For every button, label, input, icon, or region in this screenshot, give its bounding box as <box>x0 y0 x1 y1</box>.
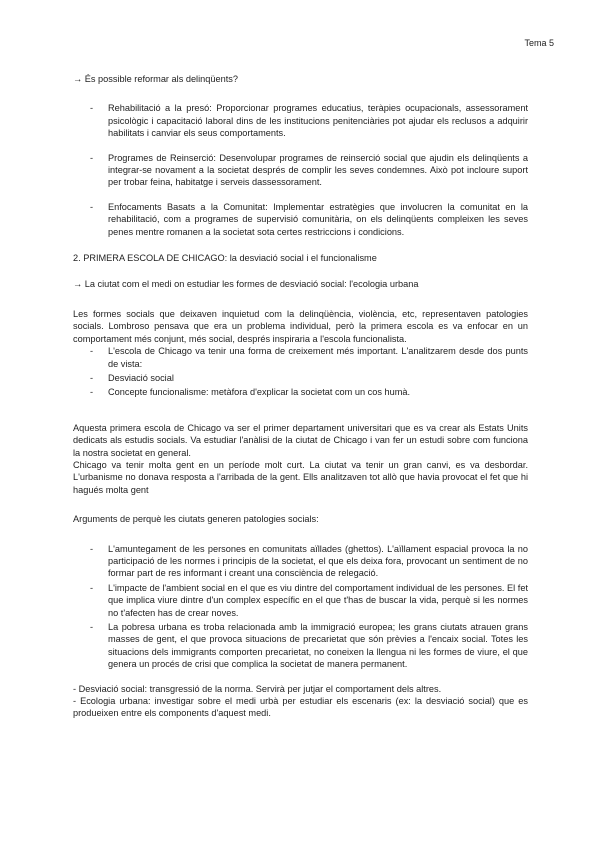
list-item: - L'amuntegament de les persones en comunitats aïllades (ghettos). L'aïllament espacial provoca la no participació de les normes i principis de la societat, el que els deixa fora, provocant un sentiment de no formar part de res informant i creant una consciència de relegació. <box>73 543 528 580</box>
definition-urban-ecology: - Ecologia urbana: investigar sobre el medi urbà per estudiar els escenaris (ex: la desviació social) que es produeixen entre els components d'aquest medi. <box>73 696 528 719</box>
list-item: - Programes de Reinserció: Desenvolupar programes de reinserció social que ajudin els delinqüents a integrar-se novament a la societat després de complir les seves condemnes. Això pot incloure suport per trobar feina, habitatge i serveis dassessorament. <box>73 152 528 189</box>
paragraph-social-forms: Les formes socials que deixaven inquietud com la delinqüència, violència, etc, representaven patologies socials. Lombroso pensava que era un problema individual, però la primera escola es va enfocar en un comportament més conjunt, més social, després inspiraria a l'escola funcionalista. <box>73 308 528 344</box>
list-item: - L'escola de Chicago va tenir una forma de creixement més important. L'analitzarem desde dos punts de vista: <box>73 345 528 370</box>
list-item: - Enfocaments Basats a la Comunitat: Implementar estratègies que involucren la comunitat en la rehabilitació, com a programes de supervisió comunitària, on els delinqüents compleixen les seves penes mentre romanen a la societat sota certes restriccions i condicions. <box>73 201 528 238</box>
chicago-list <box>73 345 528 399</box>
arguments-heading: Arguments de perquè les ciutats generen patologies socials: <box>73 514 319 525</box>
list-item: - L'impacte de l'ambient social en el que es viu dintre del comportament individual de les persones. El fet que implica viure dintre d'un complex específic en el que t'has de buscar la vida, perquè si les normes no t'afecten has de crear noves. <box>73 582 528 619</box>
topic-tag: Tema 5 <box>524 38 554 48</box>
subheading-city: → La ciutat com el medi on estudiar les formes de desviació social: l'ecologia urbana <box>73 279 419 290</box>
list-item: - Desviació social <box>73 372 528 384</box>
reform-question: → És possible reformar als delinqüents? <box>73 74 238 84</box>
reform-list <box>73 102 528 238</box>
list-item: - Rehabilitació a la presó: Proporcionar programes educatius, teràpies ocupacionals, assessorament psicològic i capacitació laboral dins de les institucions penitenciàries pot ajudar els reclusos a adquirir habilitats i canviar els seus comportaments. <box>73 102 528 139</box>
list-item: - La pobresa urbana es troba relacionada amb la immigració europea; les grans ciutats atrauen grans masses de gent, el que provoca situacions de precarietat que són prèvies a l'encaix social. Totes les situacions dels immigrants comporten precarietat, no coneixen la llengua ni les formes de viure, el que genera un procés de crisi que complica la societat de manera permanent. <box>73 621 528 671</box>
document-body <box>73 73 528 720</box>
paragraph-first-school: Aquesta primera escola de Chicago va ser el primer departament universitari que es va crear als Estats Units dedicats als estudis socials. Va estudiar l'anàlisi de la ciutat de Chicago i van fer un estudi sobre com funciona la nostra societat en general. <box>73 422 528 458</box>
section-heading-chicago: 2. PRIMERA ESCOLA DE CHICAGO: la desviació social i el funcionalisme <box>73 253 377 264</box>
paragraph-growth: Chicago va tenir molta gent en un període molt curt. La ciutat va tenir un gran canvi, es va desbordar. L'urbanisme no donava resposta a l'arribada de la gent. Ells analitzaven tot allò que havia provocat el fet que hi hagués molta gent <box>73 459 528 495</box>
list-item: - Concepte funcionalisme: metàfora d'explicar la societat com un cos humà. <box>73 386 528 398</box>
definition-deviation: - Desviació social: transgressió de la norma. Servirà per jutjar el comportament dels altres. <box>73 683 442 694</box>
arguments-list <box>73 543 528 671</box>
